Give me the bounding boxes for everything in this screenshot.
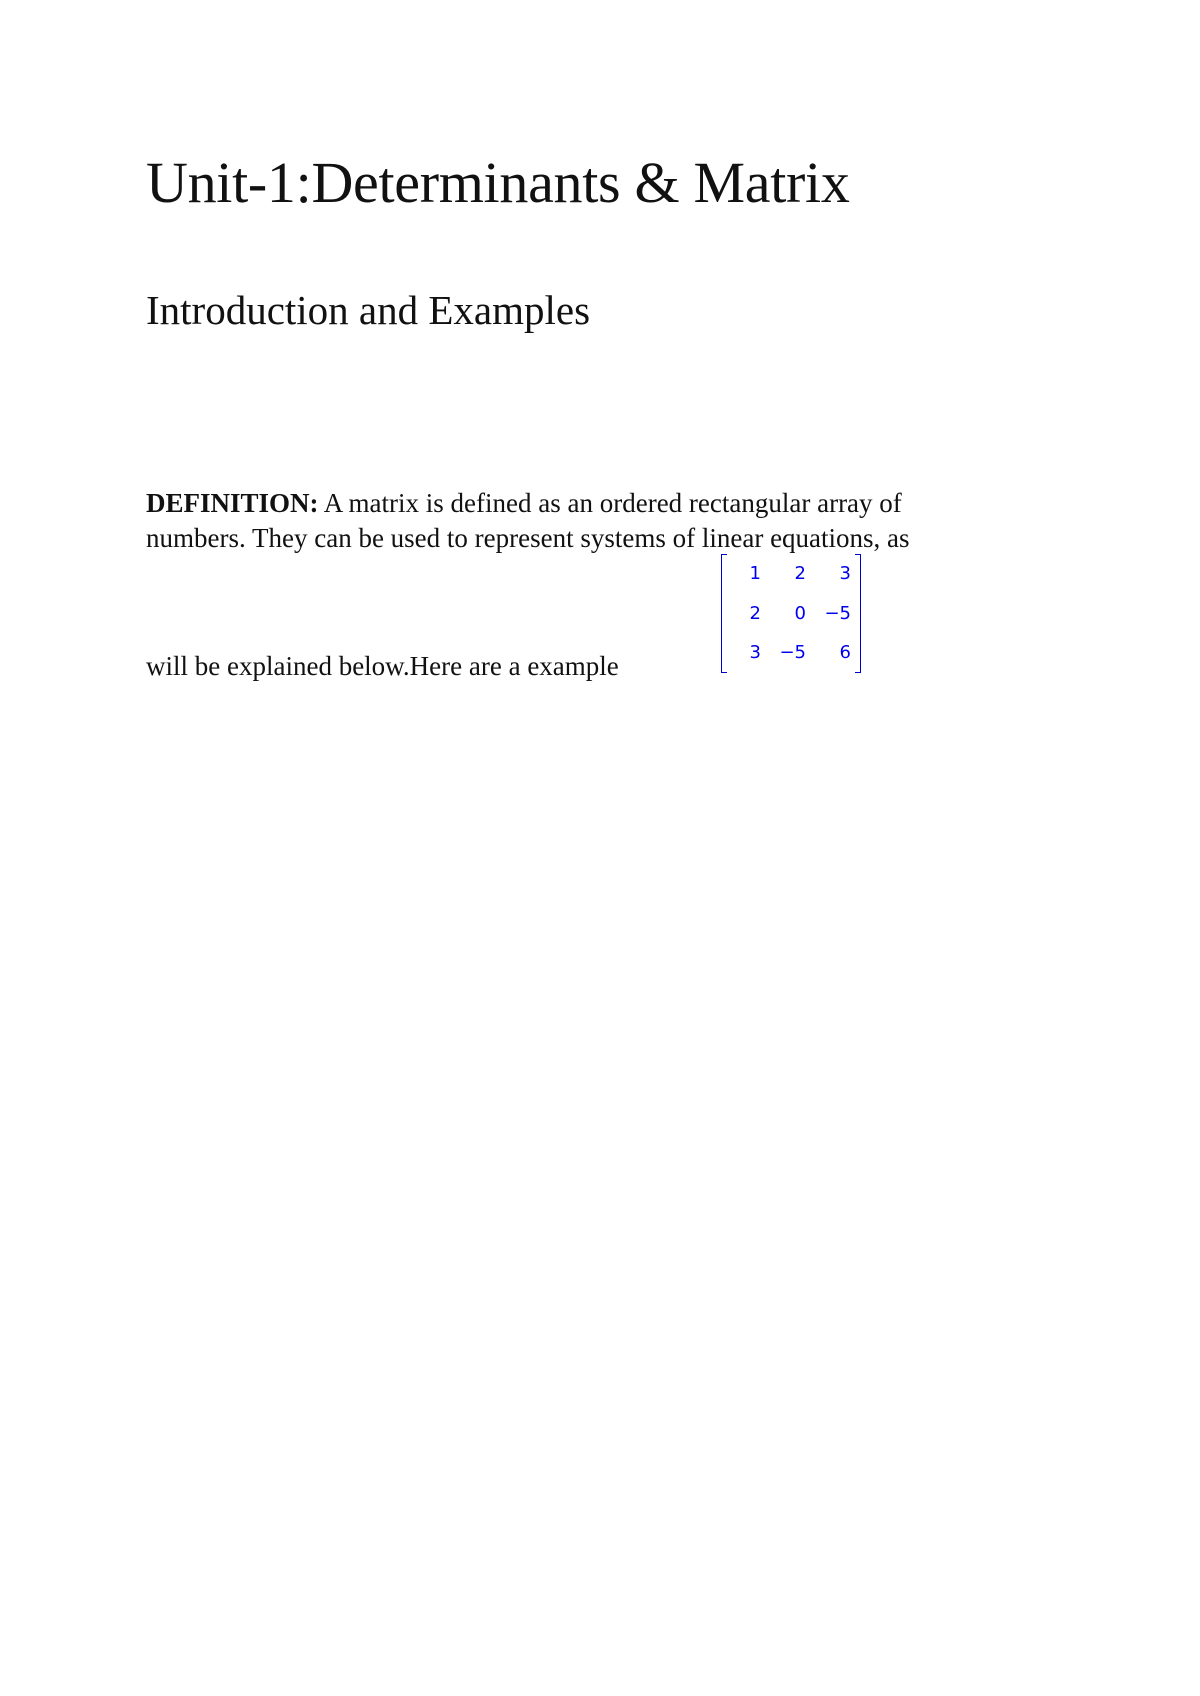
definition-line-2: numbers. They can be used to represent systems of linear equations, as bbox=[146, 523, 910, 553]
matrix-cell: 2 bbox=[794, 563, 806, 584]
definition-line-1 bbox=[146, 487, 902, 519]
definition-line-3: will be explained below.Here are a example bbox=[146, 651, 619, 681]
matrix-cell: 2 bbox=[749, 602, 761, 624]
definition-text-1: A matrix is defined as an ordered rectangular array of bbox=[318, 488, 902, 518]
matrix-cell: −5 bbox=[824, 602, 851, 624]
definition-term: DEFINITION: bbox=[146, 488, 319, 518]
matrix-right-bracket bbox=[855, 554, 861, 673]
matrix-cell: −5 bbox=[779, 642, 806, 663]
section-heading: Introduction and Examples bbox=[146, 287, 591, 333]
matrix-cell: 0 bbox=[794, 602, 806, 624]
matrix-left-bracket bbox=[721, 554, 727, 673]
example-matrix bbox=[721, 554, 861, 673]
matrix-grid bbox=[729, 554, 853, 673]
matrix-cell: 6 bbox=[839, 642, 851, 663]
matrix-cell: 3 bbox=[839, 563, 851, 584]
page-title: Unit-1:Determinants & Matrix bbox=[146, 150, 850, 215]
matrix-cell: 1 bbox=[749, 563, 761, 584]
matrix-cell: 3 bbox=[749, 642, 761, 663]
